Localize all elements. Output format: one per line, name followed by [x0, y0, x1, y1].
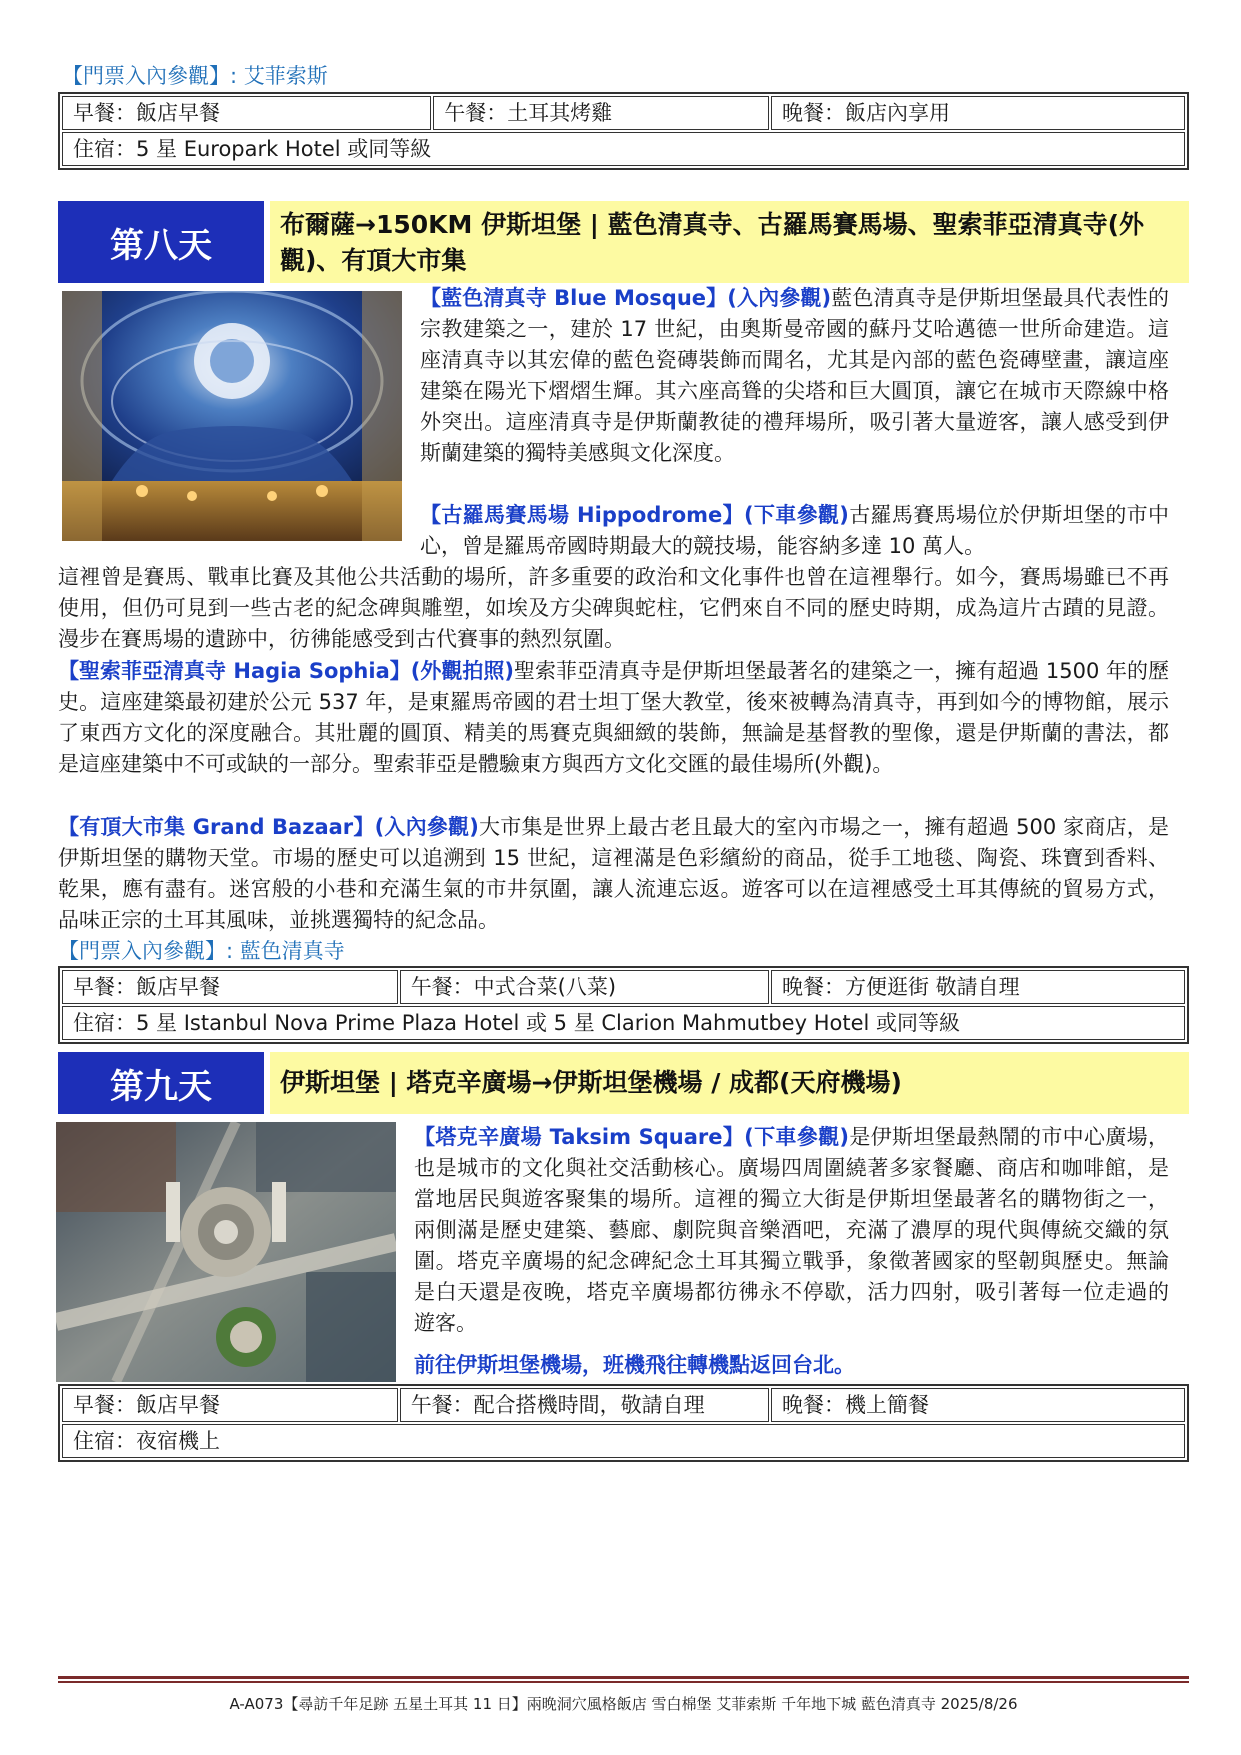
bazaar-section	[58, 812, 1169, 936]
day9-lunch-cell: 午餐：配合搭機時間，敬請自理	[400, 1388, 769, 1422]
breakfast-cell: 早餐：飯店早餐	[62, 96, 431, 130]
ticket-note: 【門票入內參觀】: 艾菲索斯	[62, 64, 328, 88]
day8-meal-table	[58, 966, 1189, 1044]
taksim-text: 是伊斯坦堡最熱鬧的市中心廣場，也是城市的文化與社交活動核心。廣場四周圍繞著多家餐廳、商店和咖啡館，是當地居民與遊客聚集的場所。這裡的獨立大街是伊斯坦堡最著名的購物街之一，兩側滿是歷史建築、藝廊、劇院與音樂酒吧，充滿了濃厚的現代與傳統交織的氛圍。塔克辛廣場的紀念碑紀念土耳其獨立戰爭，象徵著國家的堅韌與歷史。無論是白天還是夜晚，塔克辛廣場都彷彿永不停歇，活力四射，吸引著每一位走過的遊客。	[414, 1125, 1169, 1335]
day8-hotel-cell: 住宿：5 星 Istanbul Nova Prime Plaza Hotel 或 5 星 Clarion Mahmutbey Hotel 或同等級	[62, 1006, 1185, 1040]
day8-breakfast-cell: 早餐：飯店早餐	[62, 970, 398, 1004]
day8-dinner-cell: 晚餐：方便逛街 敬請自理	[771, 970, 1185, 1004]
taksim-heading: 【塔克辛廣場 Taksim Square】(下車參觀)	[414, 1125, 850, 1149]
taksim-square-photo	[56, 1122, 396, 1382]
lunch-cell: 午餐：土耳其烤雞	[433, 96, 769, 130]
hippodrome-section-b	[58, 562, 1169, 655]
day9-hotel-cell: 住宿：夜宿機上	[62, 1424, 1185, 1458]
airport-note: 前往伊斯坦堡機場，班機飛往轉機點返回台北。	[414, 1353, 855, 1377]
hippodrome-text-b: 這裡曾是賽馬、戰車比賽及其他公共活動的場所，許多重要的政治和文化事件也曾在這裡舉行。如今，賽馬場雖已不再使用，但仍可見到一些古老的紀念碑與雕塑，如埃及方尖碑與蛇柱，它們來自不同的歷史時期，成為這片古蹟的見證。漫步在賽馬場的遺跡中，彷彿能感受到古代賽事的熱烈氛圍。	[58, 565, 1169, 651]
blue-mosque-section	[420, 283, 1169, 469]
blue-mosque-heading: 【藍色清真寺 Blue Mosque】(入內參觀)	[420, 286, 832, 310]
hippodrome-heading: 【古羅馬賽馬場 Hippodrome】(下車參觀)	[420, 503, 849, 527]
bazaar-heading: 【有頂大市集 Grand Bazaar】(入內參觀)	[58, 815, 479, 839]
bazaar-text: 大市集是世界上最古老且最大的室內市場之一，擁有超過 500 家商店，是伊斯坦堡的購物天堂。市場的歷史可以追溯到 15 世紀，這裡滿是色彩繽紛的商品，從手工地毯、陶瓷、珠寶到香料、乾果，應有盡有。迷宮般的小巷和充滿生氣的市井氛圍，讓人流連忘返。遊客可以在這裡感受土耳其傳統的貿易方式，品味正宗的土耳其風味，並挑選獨特的紀念品。	[58, 815, 1169, 932]
blue-mosque-photo	[62, 291, 402, 541]
day9-header	[58, 1052, 1189, 1114]
day8-header	[58, 201, 1189, 283]
taksim-section	[414, 1122, 1169, 1339]
footer-rule-thin	[58, 1681, 1189, 1683]
day9-title: 伊斯坦堡 | 塔克辛廣場→伊斯坦堡機場 / 成都(天府機場)	[270, 1052, 1189, 1114]
hippodrome-text-a: 古羅馬賽馬場位於伊斯坦堡的市中心，曾是羅馬帝國時期最大的競技場，能容納多達 10 萬人。	[420, 503, 1169, 558]
page-footer: A-A073【尋訪千年足跡 五星土耳其 11 日】兩晚洞穴風格飯店 雪白棉堡 艾菲索斯 千年地下城 藍色清真寺 2025/8/26	[229, 1695, 1018, 1713]
footer-rule	[58, 1676, 1189, 1679]
sophia-text: 聖索菲亞清真寺是伊斯坦堡最著名的建築之一，擁有超過 1500 年的歷史。這座建築最初建於公元 537 年，是東羅馬帝國的君士坦丁堡大教堂，後來被轉為清真寺，再到如今的博物館，展示了東西方文化的深度融合。其壯麗的圓頂、精美的馬賽克與細緻的裝飾，無論是基督教的聖像，還是伊斯蘭的書法，都是這座建築中不可或缺的一部分。聖索菲亞是體驗東方與西方文化交匯的最佳場所(外觀)。	[58, 659, 1170, 776]
sophia-section	[58, 656, 1169, 780]
meal-table	[58, 92, 1189, 170]
day8-lunch-cell: 午餐：中式合菜(八菜)	[400, 970, 769, 1004]
day9-badge: 第九天	[58, 1052, 264, 1114]
hippodrome-section-a	[420, 500, 1169, 562]
day8-ticket-note: 【門票入內參觀】: 藍色清真寺	[58, 939, 345, 963]
day9-dinner-cell: 晚餐：機上簡餐	[771, 1388, 1185, 1422]
hotel-cell: 住宿：5 星 Europark Hotel 或同等級	[62, 132, 1185, 166]
day8-title: 布爾薩→150KM 伊斯坦堡 | 藍色清真寺、古羅馬賽馬場、聖索菲亞清真寺(外觀)、有頂大市集	[270, 201, 1189, 283]
day9-meal-table	[58, 1384, 1189, 1462]
sophia-heading: 【聖索菲亞清真寺 Hagia Sophia】(外觀拍照)	[58, 659, 514, 683]
blue-mosque-text: 藍色清真寺是伊斯坦堡最具代表性的宗教建築之一，建於 17 世紀，由奧斯曼帝國的蘇丹艾哈邁德一世所命建造。這座清真寺以其宏偉的藍色瓷磚裝飾而聞名，尤其是內部的藍色瓷磚壁畫，讓這座建築在陽光下熠熠生輝。其六座高聳的尖塔和巨大圓頂，讓它在城市天際線中格外突出。這座清真寺是伊斯蘭教徒的禮拜場所，吸引著大量遊客，讓人感受到伊斯蘭建築的獨特美感與文化深度。	[420, 286, 1170, 465]
dinner-cell: 晚餐：飯店內享用	[771, 96, 1185, 130]
day8-badge: 第八天	[58, 201, 264, 283]
day9-breakfast-cell: 早餐：飯店早餐	[62, 1388, 398, 1422]
